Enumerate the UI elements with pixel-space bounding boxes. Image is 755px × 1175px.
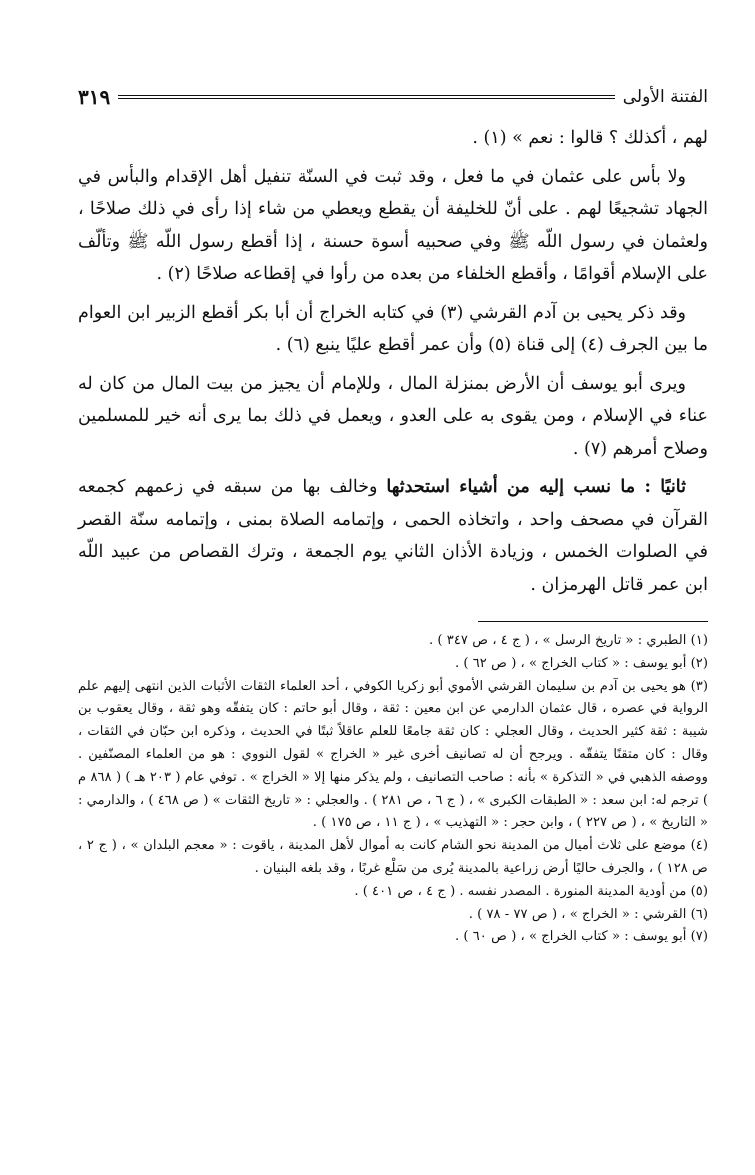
footnote-4: (٤) موضع على ثلاث أميال من المدينة نحو الشام كانت به أموال لأهل المدينة ، ياقوت : « معجم البلدان » ، ( ج ٢ ، ص ١٢٨ ) ، والجرف حاليًا أرض زراعية بالمدينة يُرى من سَلْع غربًا ، وقد بلغه البنيان . [78, 838, 708, 876]
footnote-3: (٣) هو يحيى بن آدم بن سليمان القرشي الأموي أبو زكريا الكوفي ، أحد العلماء الثقات الأثبات الذين انتهى إليهم علم الرواية في عصره ، قال عثمان الدارمي عن ابن معين : ثقة ، وقال أبو حاتم : كان يتفقّه وهو ثقة ، وقال يعقوب بن شيبة : ثقة كثير الحديث ، وقال العجلي : كان ثقة جامعًا للعلم عاقلاً ثبتًا في الحديث ، وذكره ابن حبّان في الثقات ، وقال : كان متقنًا يتفقّه . ويرجح أن له تصانيف أخرى غير « الخراج » لقول النووي : هو من العلماء المصنّفين . ووصفه الذهبي في « التذكرة » بأنه : صاحب التصانيف ، ولم يذكر منها إلا « الخراج » . توفي عام ( ٢٠٣ هـ ) ( ٨٦٨ م ) ترجم له: ابن سعد : « الطبقات الكبرى » ، ( ج ٦ ، ص ٢٨١ ) . والعجلي : « تاريخ الثقات » ( ص ٤٦٨ ) ، والدارمي : « التاريخ » ، ( ص ٢٢٧ ) ، وابن حجر : « التهذيب » ، ( ج ١١ ، ص ١٧٥ ) . [78, 678, 709, 831]
page-header [78, 80, 708, 114]
running-title: الفتنة الأولى [622, 87, 708, 107]
footnote-5: (٥) من أودية المدينة المنورة . المصدر نفسه . ( ج ٤ ، ص ٤٠١ ) . [354, 883, 708, 899]
book-page [78, 80, 708, 949]
paragraph-4-text: وخالف بها من سبقه في زعمهم كجمعه القرآن في مصحف واحد ، واتخاذه الحمى ، وإتمامه الصلاة بمنى ، وإتمامه سنّة القصر في الصلوات الخمس ، وزيادة الأذان الثاني يوم الجمعة ، وترك القصاص من عبيد اللّه ابن عمر قاتل الهرمزان . [78, 477, 708, 595]
footnote-1: (١) الطبري : « تاريخ الرسل » ، ( ج ٤ ، ص ٣٤٧ ) . [429, 633, 708, 648]
paragraph-1: ولا بأس على عثمان في ما فعل ، وقد ثبت في السنّة تنفيل أهل الإقدام والبأس في الجهاد تشجيعًا لهم . على أنّ للخليفة أن يقطع ويعطي من شاء إذا رأى في ذلك صلاحًا ، ولعثمان في رسول اللّه ﷺ وفي صحبيه أسوة حسنة ، إذا أقطع رسول اللّه ﷺ وتألّف على الإسلام أقوامًا ، وأقطع الخلفاء من بعده من رأوا في إقطاعه صلاحًا (٢) . [78, 166, 708, 284]
page-number: ٣١٩ [78, 85, 111, 109]
paragraph-4-heading: ثانيًا : ما نسب إليه من أشياء استحدثها [386, 477, 686, 497]
paragraph-4 [78, 471, 708, 601]
footnote-7: (٧) أبو يوسف : « كتاب الخراج » ، ( ص ٦٠ ) . [454, 929, 708, 945]
paragraph-2: وقد ذكر يحيى بن آدم القرشي (٣) في كتابه الخراج أن أبا بكر أقطع الزبير ابن العوام ما بين الجرف (٤) إلى قناة (٥) وأن عمر أقطع عليًا ينبع (٦) . [78, 302, 708, 355]
footnote-divider [478, 621, 708, 622]
paragraph-3: ويرى أبو يوسف أن الأرض بمنزلة المال ، وللإمام أن يجيز من بيت المال من كان له عناء في الإسلام ، ومن يقوى به على العدو ، ويعمل في ذلك بما يرى أنه خير للمسلمين وصلاح أمرهم (٧) . [78, 373, 708, 459]
footnote-6: (٦) القرشي : « الخراج » ، ( ص ٧٧ - ٧٨ ) . [468, 906, 708, 922]
footnote-2: (٢) أبو يوسف : « كتاب الخراج » ، ( ص ٦٢ ) . [454, 655, 708, 671]
paragraph-continuation: لهم ، أكذلك ؟ قالوا : نعم » (١) . [472, 128, 708, 148]
footnotes [78, 630, 708, 949]
header-rule [118, 95, 615, 99]
main-text [78, 122, 708, 601]
